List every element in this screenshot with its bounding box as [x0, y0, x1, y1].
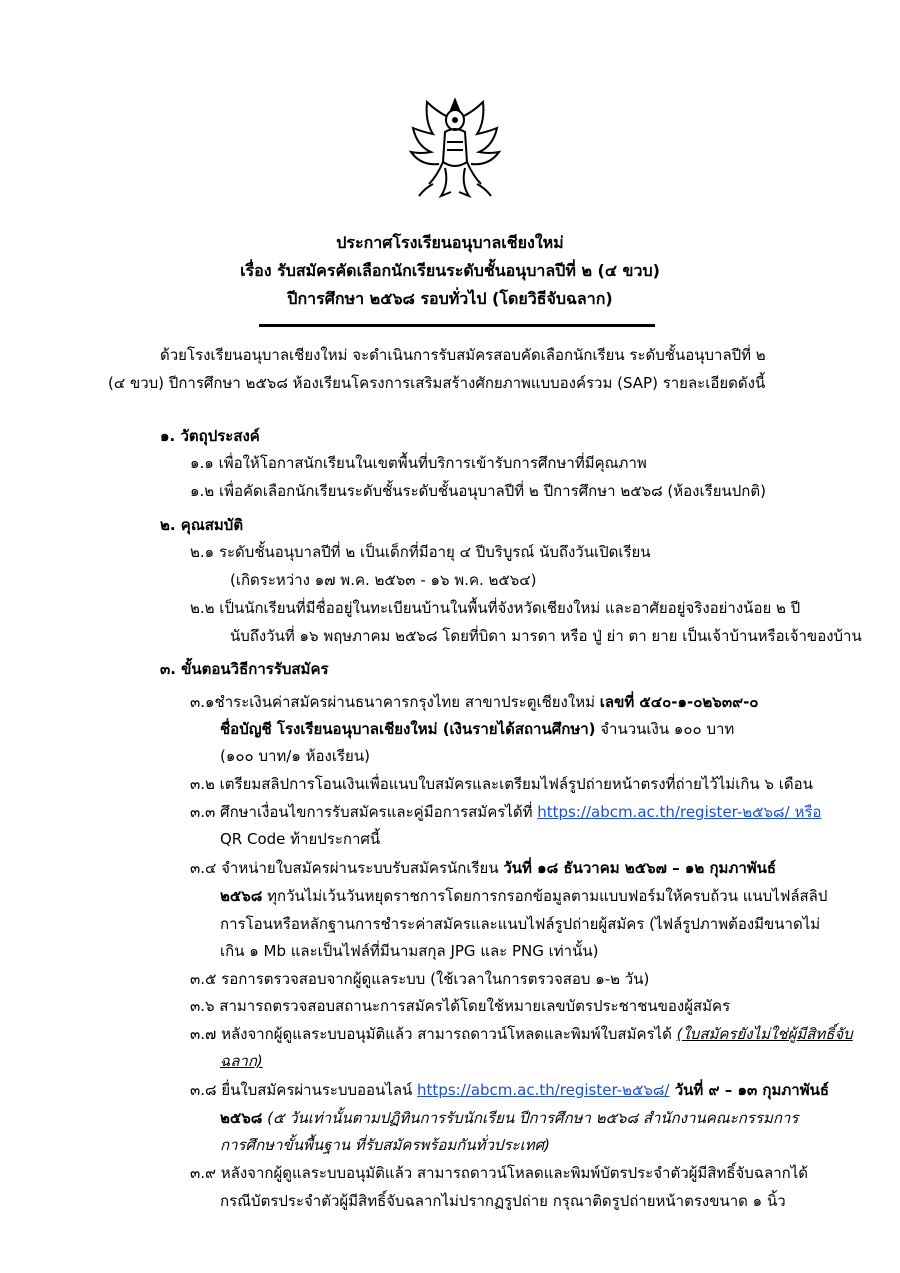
- section-2-heading: ๒. คุณสมบัติ: [160, 516, 244, 534]
- section-2-item-1-detail: (เกิดระหว่าง ๑๗ พ.ค. ๒๕๖๓ - ๑๖ พ.ค. ๒๕๖๔): [230, 571, 537, 589]
- sale-year: ๒๕๖๘: [220, 887, 263, 905]
- section-3-item-1-line-2: [220, 719, 734, 739]
- item-text: ทุกวันไม่เว้นวันหยุดราชการโดยการกรอกข้อมูลตามแบบฟอร์มให้ครบถ้วน แนบไฟล์สลิป: [262, 887, 828, 905]
- section-3-item-3: [190, 802, 821, 822]
- section-3-item-4-line-4: เกิน ๑ Mb และเป็นไฟล์ที่มีนามสกุล JPG และ PNG เท่านั้น): [220, 942, 599, 960]
- section-2-item-1: ๒.๑ ระดับชั้นอนุบาลปีที่ ๒ เป็นเด็กที่มีอายุ ๔ ปีบริบูรณ์ นับถึงวันเปิดเรียน: [190, 543, 651, 561]
- section-3-item-3-line-2: QR Code ท้ายประกาศนี้: [220, 830, 381, 848]
- announcement-subject: เรื่อง รับสมัครคัดเลือกนักเรียนระดับชั้นอนุบาลปีที่ ๒ (๔ ขวบ): [240, 261, 660, 280]
- section-3-item-7-line-2: ฉลาก): [220, 1052, 263, 1070]
- account-number: เลขที่ ๕๔๐-๑-๐๒๖๓๙-๐: [599, 693, 759, 711]
- section-3-item-9-line-2: กรณีบัตรประจำตัวผู้มีสิทธิ์จับฉลากไม่ปรากฏรูปถ่าย กรุณาติดรูปถ่ายหน้าตรงขนาด ๑ นิ้ว: [220, 1192, 786, 1210]
- sale-period: วันที่ ๑๘ ธันวาคม ๒๕๖๗ – ๑๒ กุมภาพันธ์: [503, 859, 777, 877]
- section-3-item-8-line-2: [220, 1108, 798, 1128]
- section-3-heading: ๓. ขั้นตอนวิธีการรับสมัคร: [160, 660, 329, 678]
- section-1-heading: ๑. วัตถุประสงค์: [160, 427, 260, 445]
- register-link[interactable]: https://abcm.ac.th/register-๒๕๖๘/ หรือ: [537, 803, 822, 821]
- garuda-emblem-icon: [405, 92, 505, 207]
- section-3-item-8: [190, 1080, 829, 1100]
- item-text: ๓.๑ชำระเงินค่าสมัครผ่านธนาคารกรุงไทย สาขาประตูเชียงใหม่: [190, 693, 600, 711]
- item-text: ๓.๘ ยื่นใบสมัครผ่านระบบออนไลน์: [190, 1081, 418, 1099]
- section-3-item-4-line-2: [220, 886, 827, 906]
- account-name: ชื่อบัญชี โรงเรียนอนุบาลเชียงใหม่ (เงินรายได้สถานศึกษา): [220, 720, 596, 738]
- section-3-item-1: [190, 692, 758, 712]
- section-3-item-2: ๓.๒ เตรียมสลิปการโอนเงินเพื่อแนบใบสมัครและเตรียมไฟล์รูปถ่ายหน้าตรงที่ถ่ายไว้ไม่เกิน ๖ เดือน: [190, 775, 813, 793]
- note-italic: (ใบสมัครยังไม่ใช่ผู้มีสิทธิ์จับ: [676, 1025, 853, 1043]
- item-text: ๓.๗ หลังจากผู้ดูแลระบบอนุมัติแล้ว สามารถดาวน์โหลดและพิมพ์ใบสมัครได้: [190, 1025, 677, 1043]
- section-3-item-7: [190, 1024, 853, 1044]
- item-text: ๓.๓ ศึกษาเงื่อนไขการรับสมัครและคู่มือการสมัครได้ที่: [190, 803, 538, 821]
- section-2-item-2-detail: นับถึงวันที่ ๑๖ พฤษภาคม ๒๕๖๘ โดยที่บิดา มารดา หรือ ปู่ ย่า ตา ยาย เป็นเจ้าบ้านหรือเจ้าของบ้าน: [230, 627, 862, 645]
- section-3-item-4: [190, 858, 776, 878]
- intro-line-2: (๔ ขวบ) ปีการศึกษา ๒๕๖๘ ห้องเรียนโครงการเสริมสร้างศักยภาพแบบองค์รวม (SAP) รายละเอียดดังนี้: [108, 374, 766, 392]
- item-text: ๓.๔ จำหน่ายใบสมัครผ่านระบบรับสมัครนักเรียน: [190, 859, 504, 877]
- announcement-academic-year: ปีการศึกษา ๒๕๖๘ รอบทั่วไป (โดยวิธีจับฉลาก): [287, 289, 613, 308]
- note-italic: (๕ วันเท่านั้นตามปฏิทินการรับนักเรียน ปีการศึกษา ๒๕๖๘ สำนักงานคณะกรรมการ: [262, 1109, 799, 1127]
- section-3-item-5: ๓.๕ รอการตรวจสอบจากผู้ดูแลระบบ (ใช้เวลาในการตรวจสอบ ๑-๒ วัน): [190, 970, 650, 988]
- submit-year: ๒๕๖๘: [220, 1109, 263, 1127]
- section-1-item-2: ๑.๒ เพื่อคัดเลือกนักเรียนระดับชั้นระดับชั้นอนุบาลปีที่ ๒ ปีการศึกษา ๒๕๖๘ (ห้องเรียนปกติ): [190, 482, 766, 500]
- fee-amount: จำนวนเงิน ๑๐๐ บาท: [595, 720, 735, 738]
- announcement-title: ประกาศโรงเรียนอนุบาลเชียงใหม่: [336, 233, 564, 252]
- section-2-item-2: ๒.๒ เป็นนักเรียนที่มีชื่ออยู่ในทะเบียนบ้านในพื้นที่จังหวัดเชียงใหม่ และอาศัยอยู่จริงอย่างน้อย ๒ ปี: [190, 599, 801, 617]
- register-link-2[interactable]: https://abcm.ac.th/register-๒๕๖๘/: [417, 1081, 670, 1099]
- section-3-item-8-line-3: การศึกษาขั้นพื้นฐาน ที่รับสมัครพร้อมกันทั่วประเทศ): [220, 1136, 550, 1154]
- section-1-item-1: ๑.๑ เพื่อให้โอกาสนักเรียนในเขตพื้นที่บริการเข้ารับการศึกษาที่มีคุณภาพ: [190, 454, 647, 472]
- section-3-item-4-line-3: การโอนหรือหลักฐานการชำระค่าสมัครและแนบไฟล์รูปถ่ายผู้สมัคร (ไฟล์รูปภาพต้องมีขนาดไม่: [220, 915, 821, 933]
- section-3-item-9: ๓.๙ หลังจากผู้ดูแลระบบอนุมัติแล้ว สามารถดาวน์โหลดและพิมพ์บัตรประจำตัวผู้มีสิทธิ์จับฉลากได้: [190, 1164, 809, 1182]
- section-3-item-1-line-3: (๑๐๐ บาท/๑ ห้องเรียน): [220, 747, 370, 765]
- submit-period: วันที่ ๙ – ๑๓ กุมภาพันธ์: [669, 1081, 830, 1099]
- title-divider: [259, 324, 655, 327]
- intro-line-1: ด้วยโรงเรียนอนุบาลเชียงใหม่ จะดำเนินการรับสมัครสอบคัดเลือกนักเรียน ระดับชั้นอนุบาลปีที่ ๒: [160, 346, 766, 364]
- section-3-item-6: ๓.๖ สามารถตรวจสอบสถานะการสมัครได้โดยใช้หมายเลขบัตรประชาชนของผู้สมัคร: [190, 997, 731, 1015]
